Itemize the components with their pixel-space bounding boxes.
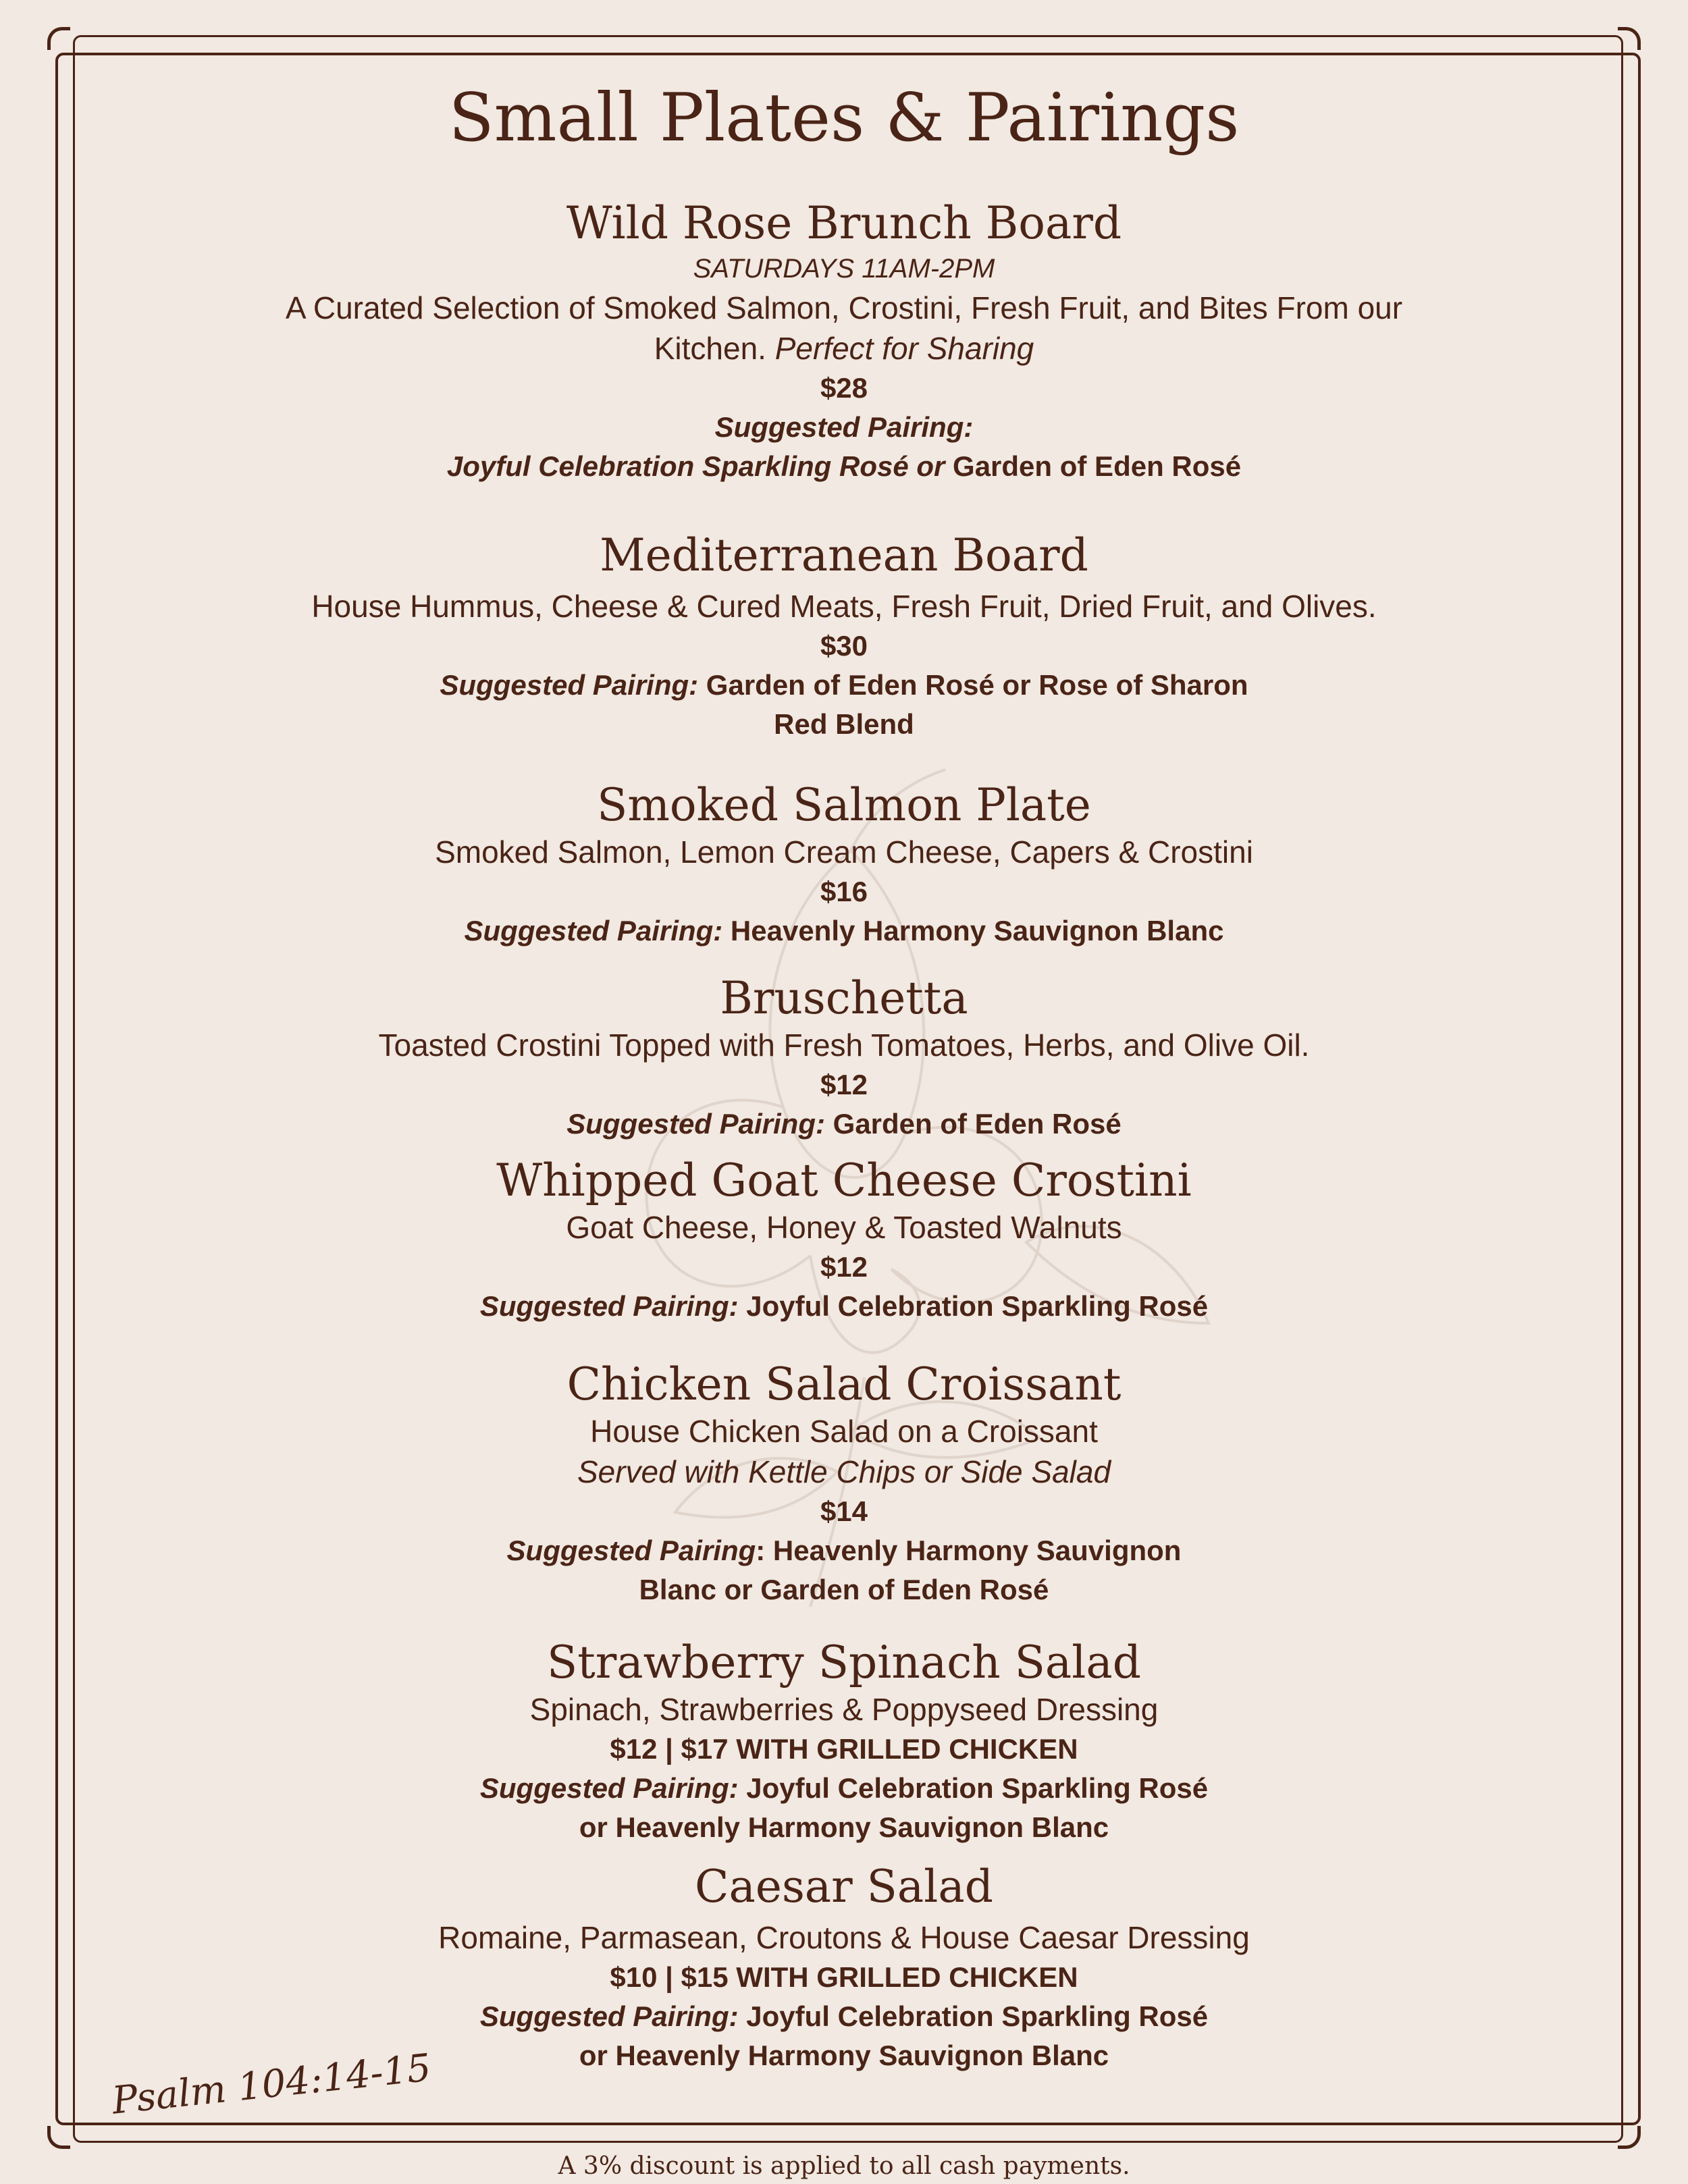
item-name: Bruschetta [720, 972, 968, 1024]
corner-flourish [1618, 27, 1641, 50]
item-name: Strawberry Spinach Salad [547, 1636, 1141, 1688]
item-price: $28 [820, 372, 868, 404]
item-price: $30 [820, 630, 868, 662]
item-pairing: Suggested Pairing: Joyful Celebration Sparkling Rosé [479, 2000, 1209, 2032]
page-title: Small Plates & Pairings [448, 80, 1240, 157]
corner-flourish [47, 2126, 70, 2149]
item-pairing: Suggested Pairing: Heavenly Harmony Sauvignon [506, 1535, 1182, 1566]
item-description: House Hummus, Cheese & Cured Meats, Fresh Fruit, Dried Fruit, and Olives. [311, 589, 1377, 624]
menu-item-chicken-salad-croissant [169, 1358, 1519, 1609]
item-pairing-line2: Red Blend [774, 708, 914, 740]
item-name: Mediterranean Board [600, 529, 1088, 581]
item-pairing: Suggested Pairing: Joyful Celebration Sparkling Rosé [479, 1290, 1209, 1322]
corner-flourish [1618, 2126, 1641, 2149]
item-name: Chicken Salad Croissant [566, 1358, 1122, 1410]
menu-item-smoked-salmon-plate [169, 779, 1519, 951]
item-pairing: Suggested Pairing: Heavenly Harmony Sauvignon Blanc [464, 915, 1224, 947]
item-description: Smoked Salmon, Lemon Cream Cheese, Capers & Crostini [435, 834, 1253, 870]
item-pairing-line2: or Heavenly Harmony Sauvignon Blanc [579, 1811, 1109, 1843]
item-pairing-label: Suggested Pairing: [714, 411, 974, 443]
item-description: Toasted Crostini Topped with Fresh Tomatoes, Herbs, and Olive Oil. [378, 1028, 1310, 1063]
item-price: $16 [820, 876, 868, 907]
item-description: Spinach, Strawberries & Poppyseed Dressing [529, 1692, 1159, 1727]
item-price: $12 [820, 1069, 868, 1100]
item-price: $14 [820, 1495, 868, 1527]
menu-item-mediterranean-board [169, 529, 1519, 744]
item-pairing: Suggested Pairing: Garden of Eden Rosé or Rose of Sharon [440, 669, 1248, 701]
item-name: Caesar Salad [695, 1861, 993, 1913]
menu-item-wild-rose-brunch-board [169, 197, 1519, 486]
item-price: $10 | $15 WITH GRILLED CHICKEN [610, 1961, 1078, 1993]
item-description: A Curated Selection of Smoked Salmon, Crostini, Fresh Fruit, and Bites From our [285, 290, 1403, 325]
item-description: Goat Cheese, Honey & Toasted Walnuts [566, 1210, 1122, 1245]
corner-flourish [47, 27, 70, 50]
menu-item-bruschetta [169, 972, 1519, 1144]
item-pairing: Suggested Pairing: Joyful Celebration Sparkling Rosé [479, 1772, 1209, 1804]
item-description: House Chicken Salad on a Croissant [590, 1414, 1098, 1449]
footer-note: A 3% discount is applied to all cash payments. [558, 2152, 1130, 2180]
scripture-signature: Psalm 104:14-15 [109, 2046, 433, 2123]
item-hours: SATURDAYS 11AM-2PM [693, 254, 995, 284]
menu-item-whipped-goat-cheese-crostini [169, 1154, 1519, 1326]
item-pairing: Joyful Celebration Sparkling Rosé or Garden of Eden Rosé [446, 450, 1242, 482]
item-name: Wild Rose Brunch Board [566, 197, 1122, 249]
menu-item-caesar-salad [169, 1861, 1519, 2075]
item-pairing-line2: or Heavenly Harmony Sauvignon Blanc [579, 2040, 1109, 2071]
item-name: Smoked Salmon Plate [597, 779, 1091, 831]
item-description-line2: Kitchen. Perfect for Sharing [654, 331, 1034, 366]
item-price: $12 [820, 1251, 868, 1283]
item-description-italic: Served with Kettle Chips or Side Salad [577, 1454, 1111, 1489]
item-description: Romaine, Parmasean, Croutons & House Caesar Dressing [438, 1920, 1250, 1955]
item-pairing-line2: Blanc or Garden of Eden Rosé [639, 1574, 1049, 1605]
item-price: $12 | $17 WITH GRILLED CHICKEN [610, 1733, 1078, 1765]
menu-item-strawberry-spinach-salad [169, 1636, 1519, 1847]
item-pairing: Suggested Pairing: Garden of Eden Rosé [566, 1108, 1122, 1140]
item-name: Whipped Goat Cheese Crostini [496, 1154, 1192, 1206]
